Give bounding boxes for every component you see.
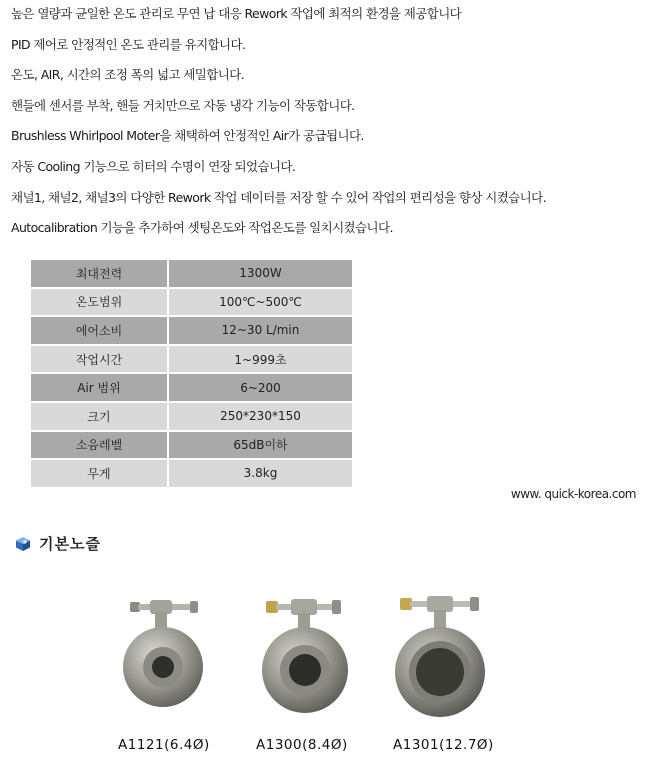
spec-value: 1300W xyxy=(169,260,352,289)
spec-label: 소음레벨 xyxy=(31,432,169,461)
spec-value: 100℃~500℃ xyxy=(169,289,352,318)
table-row xyxy=(31,432,352,461)
feature-item: 핸들에 센서를 부착, 핸들 거치만으로 자동 냉각 기능이 작동합니다. xyxy=(11,97,355,113)
spec-label: 최대전력 xyxy=(31,260,169,289)
nozzle-image xyxy=(258,592,354,716)
feature-item: 온도, AIR, 시간의 조정 폭의 넓고 세밀합니다. xyxy=(11,67,245,83)
spec-value: 12~30 L/min xyxy=(169,317,352,346)
cube-icon xyxy=(15,536,31,552)
nozzle-caption: A1121(6.4Ø) xyxy=(118,737,210,753)
feature-item: 채널1, 채널2, 채널3의 다양한 Rework 작업 데이터를 저장 할 수 있어 작업의 편리성을 향상 시켰습니다. xyxy=(11,189,546,205)
nozzle-image xyxy=(120,595,206,713)
spec-value: 65dB이하 xyxy=(169,432,352,461)
table-row xyxy=(31,317,352,346)
table-row xyxy=(31,260,352,289)
spec-label: 작업시간 xyxy=(31,346,169,375)
spec-value: 1~999초 xyxy=(169,346,352,375)
spec-value: 250*230*150 xyxy=(169,403,352,432)
nozzle-caption: A1301(12.7Ø) xyxy=(393,737,494,753)
nozzle-image xyxy=(390,588,492,718)
feature-item: 높은 열량과 균일한 온도 관리로 무연 납 대응 Rework 작업에 최적의 환경을 제공합니다 xyxy=(11,6,462,21)
spec-label: Air 범위 xyxy=(31,374,169,403)
feature-item: PID 제어로 안정적인 온도 관리를 유지합니다. xyxy=(11,36,246,52)
feature-item: Autocalibration 기능을 추가하여 셋팅온도와 작업온도를 일치시켰습니다. xyxy=(11,220,393,236)
spec-value: 6~200 xyxy=(169,374,352,403)
feature-item: 자동 Cooling 기능으로 히터의 수명이 연장 되었습니다. xyxy=(11,158,296,174)
spec-label: 에어소비 xyxy=(31,317,169,346)
table-row xyxy=(31,403,352,432)
nozzle-caption: A1300(8.4Ø) xyxy=(256,737,348,753)
table-row xyxy=(31,289,352,318)
spec-label: 온도범위 xyxy=(31,289,169,318)
spec-label: 무게 xyxy=(31,460,169,489)
table-row xyxy=(31,374,352,403)
website-url: www. quick-korea.com xyxy=(510,487,636,501)
table-row xyxy=(31,346,352,375)
spec-table xyxy=(31,260,352,489)
spec-value: 3.8kg xyxy=(169,460,352,489)
section-title: 기본노즐 xyxy=(39,535,101,553)
spec-label: 크기 xyxy=(31,403,169,432)
table-row xyxy=(31,460,352,489)
feature-item: Brushless Whirlpool Moter을 채택하여 안정적인 Air가 공급됩니다. xyxy=(11,128,364,144)
section-header xyxy=(15,533,101,554)
feature-list xyxy=(11,3,647,248)
